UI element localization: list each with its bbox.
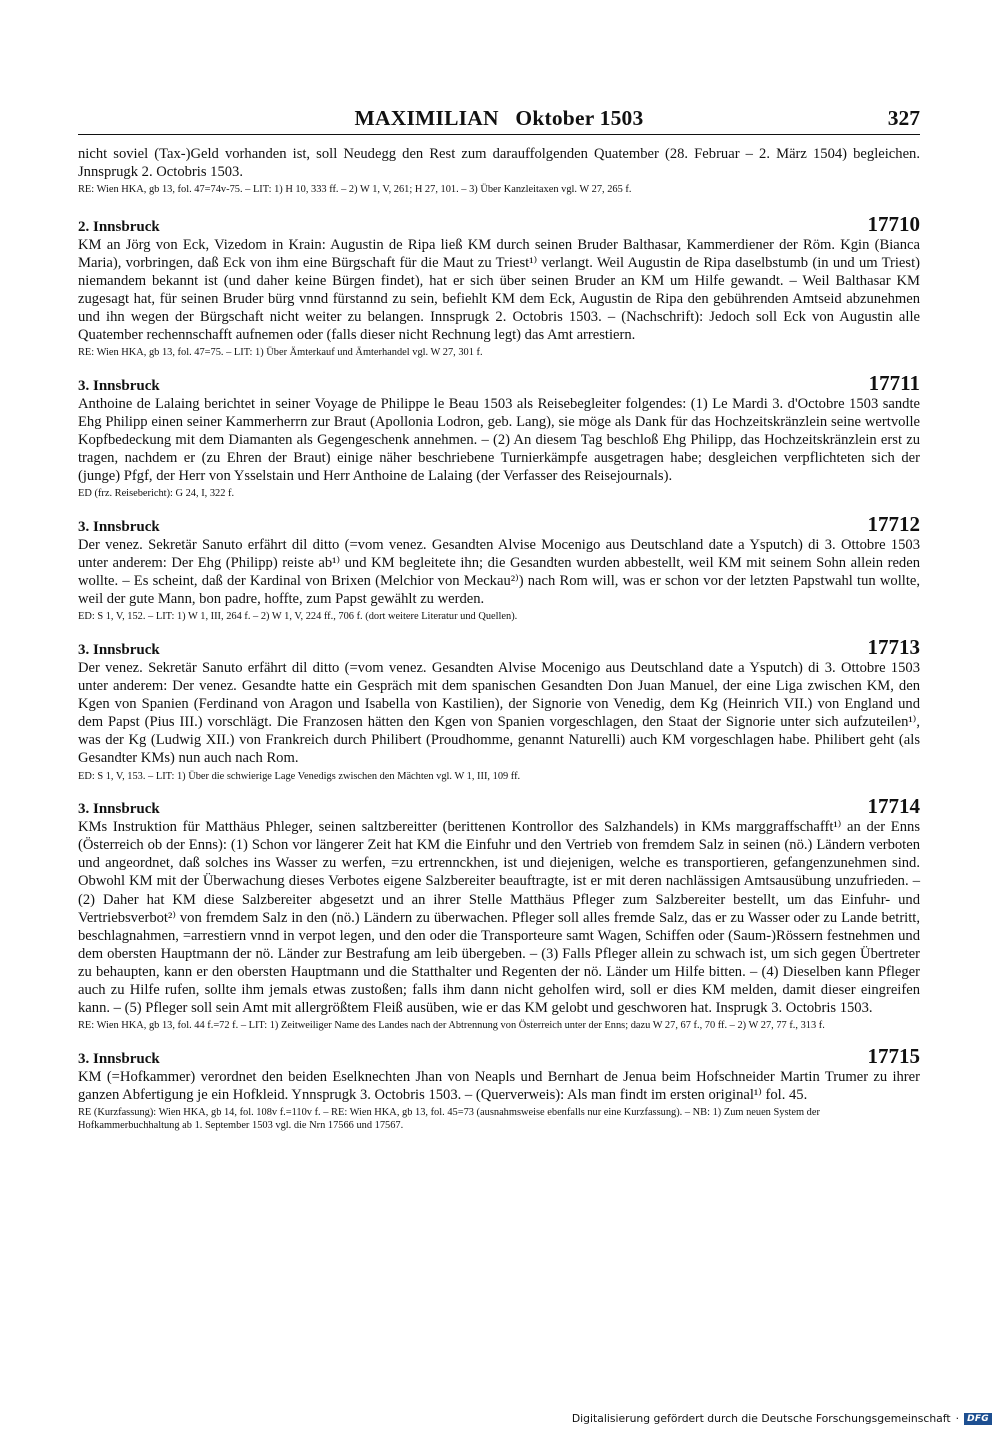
entry-text: Anthoine de Lalaing berichtet in seiner Voyage de Philippe le Beau 1503 als Reisebegleiter folgendes: (1) Le Mardi 3. d'Octobre 1503 sandte Ehg Philipp einen seiner Kammerherrn zur Braut (Apollonia Lodron, geb. Lang), sie möge als Dank für das Hochzeitskränzlein seine wertvolle Kopfbedeckung mit dem Diamanten als Gegengeschenk annehmen. – (2) An diesem Tag beschloß Ehg Philipp, das Hochzeitskränzlein erst zu tragen, nachdem er (zu Ehren der Braut) einige näher beschriebene Turnierkämpfe ausgetragen habe; desgleichen verpflichteten sich der (junge) Pfgf, der Herr von Ysselstain und Herr Anthoine de Lalaing (der Verfasser des Reisejournals).: [78, 395, 920, 485]
page-title: MAXIMILIAN Oktober 1503: [354, 106, 644, 130]
entry-note: RE: Wien HKA, gb 13, fol. 44 f.=72 f. – LIT: 1) Zeitweiliger Name des Landes nach der Abtrennung von Österreich unter der Enns; dazu W 27, 67 f., 70 ff. – 2) W 27, 77 f., 313 f.: [78, 1020, 825, 1032]
running-header: [78, 104, 920, 134]
entry-place: 3. Innsbruck: [78, 377, 160, 394]
entry-text: nicht soviel (Tax-)Geld vorhanden ist, soll Neudegg den Rest zum darauffolgenden Quatember (28. Februar – 2. März 1504) begleichen. Jnnsprugk 2. Octobris 1503.: [78, 146, 920, 181]
entry-number: 17711: [868, 370, 920, 395]
entry-heading: [78, 1043, 920, 1068]
dfg-logo-icon: DFG: [964, 1413, 992, 1425]
document-page: [78, 104, 920, 1146]
footer-text: Digitalisierung gefördert durch die Deutsche Forschungsgemeinschaft: [571, 1412, 951, 1425]
entry-place: 3. Innsbruck: [78, 801, 160, 818]
regest-entry-17712: [78, 511, 920, 624]
entry-heading: [78, 796, 920, 818]
entry-number: 17713: [867, 634, 920, 659]
regest-entry-17713: [78, 634, 920, 783]
entry-note: RE (Kurzfassung): Wien HKA, gb 14, fol. 108v f.=110v f. – RE: Wien HKA, gb 13, fol. 45=73 (ausnahmsweise ebenfalls nur eine Kurzfassung). – NB: 1) Zum neuen System der Hofkammerbuchhaltung ab 1. September 1503 vgl. die Nrn 17566 und 17567.: [78, 1106, 820, 1132]
entry-place: 3. Innsbruck: [78, 641, 160, 658]
regest-entry-17710: [78, 211, 920, 360]
entry-note: ED: S 1, V, 153. – LIT: 1) Über die schwierige Lage Venedigs zwischen den Mächten vgl. W 1, III, 109 ff.: [78, 770, 521, 782]
entry-number: 17715: [867, 1043, 920, 1068]
entry-heading: [78, 511, 920, 536]
funding-footer: Digitalisierung gefördert durch die Deutsche Forschungsgemeinschaft · DFG: [572, 1412, 992, 1425]
entry-heading: [78, 370, 920, 395]
regest-entry-17714: [78, 796, 920, 1033]
entry-number: 17714: [867, 794, 920, 819]
page-number: 327: [887, 106, 920, 130]
entry-number: 17712: [867, 511, 920, 536]
entry-heading: [78, 211, 920, 236]
entry-note: RE: Wien HKA, gb 13, fol. 47=75. – LIT: 1) Über Ämterkauf und Ämterhandel vgl. W 27, 301 f.: [78, 347, 483, 359]
entry-place: 3. Innsbruck: [78, 1050, 160, 1067]
entry-number: 17710: [867, 211, 920, 236]
entry-heading: [78, 634, 920, 659]
header-rule: [78, 134, 920, 135]
entry-text: Der venez. Sekretär Sanuto erfährt dil ditto (=vom venez. Gesandten Alvise Mocenigo aus Deutschland date a Ysputch) di 3. Ottobre 1503 unter anderem: Der Ehg (Philipp) reiste ab¹⁾ und KM begleitete ihn; die Gesandten wurden abbestellt, weil KM mit seinem Sohn allein reden wollte. – Es scheint, daß der Kardinal von Brixen (Melchior von Meckau²⁾) nach Rom will, was er schon vor der letzten Papstwahl tun wollte, weil der gute Mann, bon padre, hoffte, zum Papst gewählt zu werden.: [78, 537, 920, 608]
entry-text: Der venez. Sekretär Sanuto erfährt dil ditto (=vom venez. Gesandten Alvise Mocenigo aus Deutschland date a Ysputch) di 3. Ottobre 1503 unter anderem: Der venez. Gesandte hatte ein Gespräch mit dem spanischen Gesandten Don Juan Manuel, der eine Liga zwischen KM, den Kgen von Spanien (Ferdinand von Aragon und Isabella von Kastilien), der Signorie von Venedig, dem Kg (Heinrich VII.) von England und dem Papst (Pius III.) vorschlägt. Die Franzosen hätten den Kgen von Spanien vorgeschlagen, den Staat der Signorie unter sich aufzuteilen¹⁾, was der Kg (Ludwig XII.) von Frankreich durch Philibert (Proudhomme, genannt Naturelli) auch KM vorgeschlagen habe. Philibert geht (als Gesandter KMs) nun auch nach Rom.: [78, 659, 920, 767]
entry-text: KMs Instruktion für Matthäus Phleger, seinen saltzbereitter (berittenen Kontrollor des Salzhandels) in KMs marggraffschafft¹⁾ an der Enns (Österreich ob der Enns): (1) Schon vor längerer Zeit hat KM die Einfuhr und den Vertrieb von fremdem Salz in seinen (nö.) Ländern verboten und angeordnet, daß solches ins Wasser zu werfen, =zu ertrennckhen, ist und diejenigen, welche es transportieren, gefangenzunehmen sind. Obwohl KM mit der Überwachung dieses Verbotes eigene Salzbereiter beauftragte, ist er mit deren nachlässigen Amtsausübung unzufrieden. – (2) Daher hat KM diese Salzbereiter abgesetzt und an ihrer Stelle Matthäus Pfleger zum Salzbereiter bestellt, um das Einfuhr- und Vertriebsverbot²⁾ von fremdem Salz in den (nö.) Ländern zu überwachen. Pfleger soll alles fremde Salz, das er zu Wasser oder zu Lande betritt, beschlagnahmen, =arrestiern vnnd in verpot legen, und den oder die Transporteure samt Wagen, Schiffen oder (Saum-)Rössern festnehmen und dem obersten Hauptmann der nö. Länder zur Bestrafung am leib übergeben. – (3) Falls Pfleger allein zu schwach ist, um sich gegen Übertreter zu behaupten, kann er den obersten Hauptmann und die Statthalter und Regenten der nö. Länder um Hilfe bitten. – (4) Dieselben kann Pfleger auch zu Hilfe rufen, sollte ihm jemals etwas zustoßen; falls ihm dann nicht geholfen wird, soll er dies KM melden, damit dieser eingreifen kann. – (5) Pfleger soll sein Amt mit allergrößtem Fleiß ausüben, wie er das KM gelobt und geschworen hat. Insprugk 3. Octobris 1503.: [78, 819, 920, 1017]
regest-entry-17715: [78, 1043, 920, 1133]
entry-text: KM (=Hofkammer) verordnet den beiden Eselknechten Jhan von Neapls und Bernhart de Jenua beim Hofschneider Martin Trumer zu ihrer ganzen Abfertigung je ein Hofkleid. Ynnsprugk 3. Octobris 1503. – (Querverweis): Als man findt im ersten original¹⁾ fol. 45.: [78, 1068, 920, 1103]
entry-note: RE: Wien HKA, gb 13, fol. 47=74v-75. – LIT: 1) H 10, 333 ff. – 2) W 1, V, 261; H 27, 101. – 3) Über Kanzleitaxen vgl. W 27, 265 f.: [78, 184, 632, 196]
entry-place: 2. Innsbruck: [78, 218, 160, 235]
continuation-entry: [78, 145, 920, 197]
entry-note: ED (frz. Reisebericht): G 24, I, 322 f.: [78, 488, 235, 500]
entry-place: 3. Innsbruck: [78, 518, 160, 535]
entry-text: KM an Jörg von Eck, Vizedom in Krain: Augustin de Ripa ließ KM durch seinen Bruder Balthasar, Kammerdiener der Röm. Kgin (Bianca Maria), vorbringen, daß Eck von ihm eine Bürgschaft für die Maut zu Triest¹⁾ verlangt. Weil Augustin de Ripa daselbstumb (in und um Triest) niemandem bekannt ist (und daher keine Bürgen findet), hat er sich über seinen Bruder an KM um Hilfe gewandt. – Weil Balthasar KM zugesagt hat, für seinen Bruder bürg vnnd fürstannd zu sein, befiehlt KM dem Eck, Augustin de Ripa den gebührenden Amtseid abzunehmen und ihn wegen der Bürgschaft nicht weiter zu belangen. Innsprugk 2. Octobris 1503. – (Nachschrift): Jedoch soll Eck von Augustin alle Quatember rechennschafft aufnemen oder (falls dieser nicht Rechnung legt) das Amt arrestiern.: [78, 236, 920, 344]
entry-note: ED: S 1, V, 152. – LIT: 1) W 1, III, 264 f. – 2) W 1, V, 224 ff., 706 f. (dort weitere Literatur und Quellen).: [78, 611, 518, 623]
regest-entry-17711: [78, 370, 920, 501]
